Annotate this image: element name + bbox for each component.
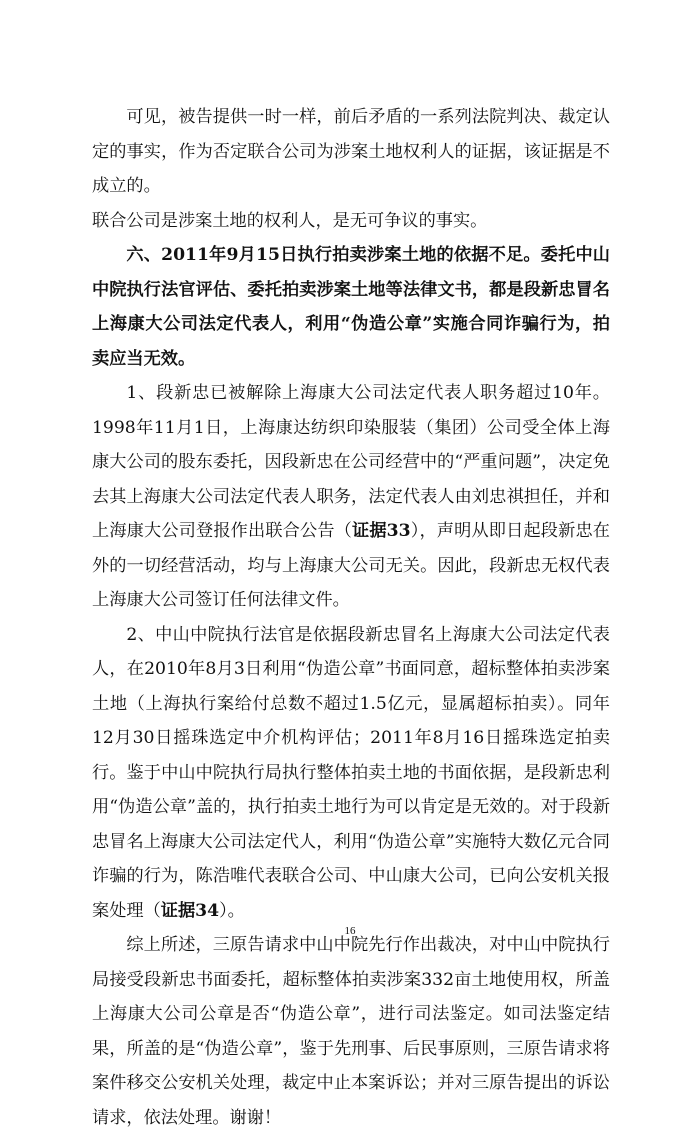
paragraph-text: 可见，被告提供一时一样，前后矛盾的一系列法院判决、裁定认定的事实，作为否定联合公司为涉案土地权利人的证据，该证据是不成立的。 [92,107,610,196]
paragraph [92,204,610,239]
paragraph [92,376,610,618]
document-body [92,100,610,1135]
paragraph-text: ）。 [219,900,245,921]
bold-text: 证据34 [160,900,220,921]
paragraph [92,928,610,1135]
paragraph [92,238,610,376]
page-number: 16 [344,925,356,937]
bold-text: 证据33 [352,521,411,541]
paragraph-text: 2、中山中院执行法官是依据段新忠冒名上海康大公司法定代表人，在2010年8月3日利用“伪造公章”书面同意，超标整体拍卖涉案土地（上海执行案给付总数不超过1.5亿元，显属超标拍卖）。同年12月30日摇珠选定中介机构评估；2011年8月16日摇珠选定拍卖行。鉴于中山中院执行局执行整体拍卖土地的书面依据，是段新忠利用“伪造公章”盖的，执行拍卖土地行为可以肯定是无效的。对于段新忠冒名上海康大公司法定代人，利用“伪造公章”实施特大数亿元合同诈骗的行为，陈浩唯代表联合公司、中山康大公司，已向公安机关报案处理（ [92,624,610,921]
paragraph-text: ），声明从即日起段新忠在外的一切经营活动，均与上海康大公司无关。因此，段新忠无权代表上海康大公司签订任何法律文件。 [92,521,610,610]
paragraph-text: 综上所述，三原告请求中山中院先行作出裁决，对中山中院执行局接受段新忠书面委托，超标整体拍卖涉案332亩土地使用权，所盖上海康大公司公章是否“伪造公章”，进行司法鉴定。如司法鉴定结果，所盖的是“伪造公章”，鉴于先刑事、后民事原则，三原告请求将案件移交公安机关处理，裁定中止本案诉讼；并对三原告提出的诉讼请求，依法处理。谢谢！ [92,935,610,1128]
paragraph-text: 1、段新忠已被解除上海康大公司法定代表人职务超过10年。1998年11月1日，上海康达纺织印染服装（集团）公司受全体上海康大公司的股东委托，因段新忠在公司经营中的“严重问题”，决定免去其上海康大公司法定代表人职务，法定代表人由刘忠祺担任，并和上海康大公司登报作出联合公告（ [92,383,610,541]
paragraph [92,618,610,929]
paragraph [92,100,610,204]
bold-text: 六、2011年9月15日执行拍卖涉案土地的依据不足。委托中山中院执行法官评估、委托拍卖涉案土地等法律文书，都是段新忠冒名上海康大公司法定代表人，利用“伪造公章”实施合同诈骗行为，拍卖应当无效。 [92,245,610,369]
paragraph-text: 联合公司是涉案土地的权利人，是无可争议的事实。 [92,210,488,231]
